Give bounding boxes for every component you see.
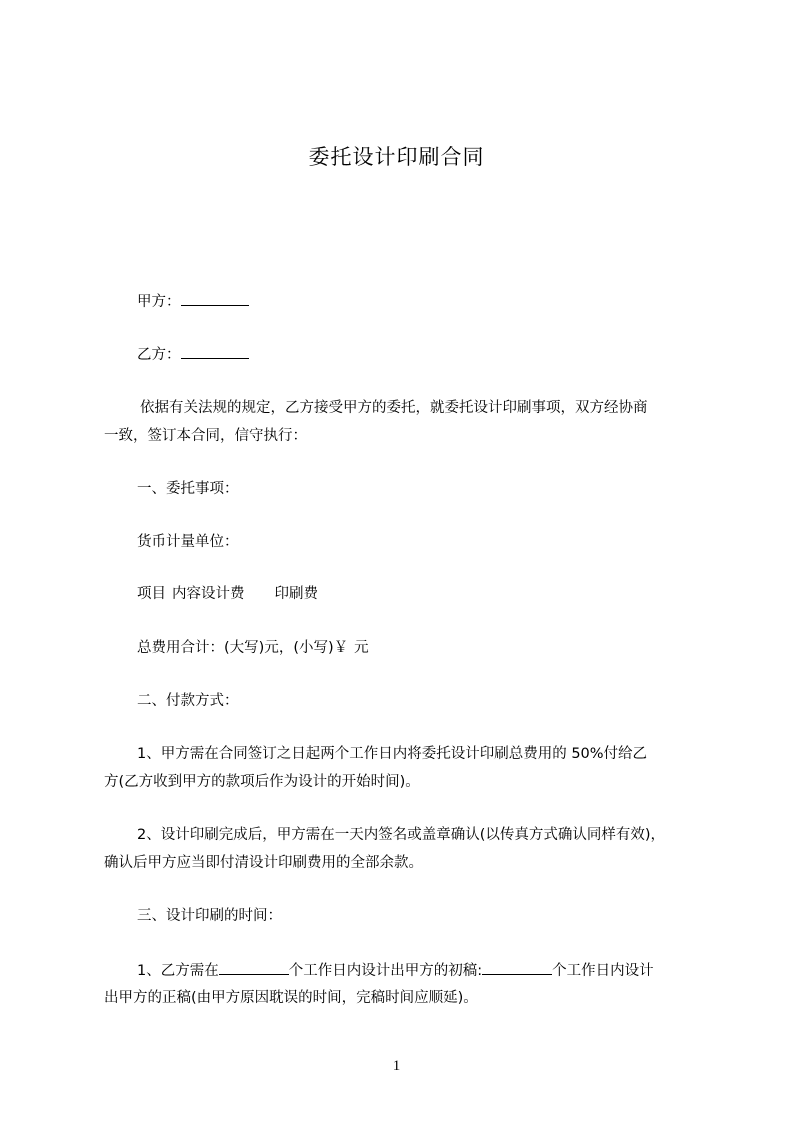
document-title: 委托设计印刷合同 xyxy=(308,145,485,169)
time-1-part-2: 个工作日内设计出甲方的初稿: xyxy=(288,963,483,979)
party-b-label: 乙方： xyxy=(137,347,181,363)
fee-table-header xyxy=(104,584,737,604)
payment-2-line-1: 2、设计印刷完成后，甲方需在一天内签名或盖章确认(以传真方式确认同样有效)， xyxy=(137,827,666,843)
time-1-line-2: 出甲方的正稿(由甲方原因耽误的时间，完稿时间应顺延)。 xyxy=(104,990,478,1006)
intro-line-2: 一致，签订本合同，信守执行： xyxy=(104,428,307,444)
time-1-part-1: 1、乙方需在 xyxy=(137,963,219,979)
time-1-part-3: 个工作日内设计 xyxy=(552,963,654,979)
section-2-heading: 二、付款方式： xyxy=(137,693,239,709)
payment-1-line-1: 1、甲方需在合同签订之日起两个工作日内将委托设计印刷总费用的 50%付给乙 xyxy=(137,746,648,762)
page-number: 1 xyxy=(392,1058,401,1074)
section-1-heading: 一、委托事项： xyxy=(137,481,239,497)
party-a-line xyxy=(104,291,737,312)
payment-1-line-2: 方(乙方收到甲方的款项后作为设计的开始时间)。 xyxy=(104,774,420,790)
party-a-label: 甲方： xyxy=(137,294,181,310)
time-1-line-1 xyxy=(104,960,737,981)
total-label: 总费用合计：(大写)元，(小写)￥ xyxy=(137,640,349,656)
payment-2-line-2: 确认后甲方应当即付清设计印刷费用的全部余款。 xyxy=(104,855,423,871)
party-b-blank[interactable] xyxy=(181,344,249,359)
draft-days-blank[interactable] xyxy=(219,960,289,975)
final-days-blank[interactable] xyxy=(482,960,552,975)
total-fee-line xyxy=(104,638,737,658)
table-header-item: 项目 xyxy=(137,586,166,602)
currency-unit-line: 货币计量单位： xyxy=(137,534,239,550)
intro-line-1: 依据有关法规的规定，乙方接受甲方的委托，就委托设计印刷事项，双方经协商 xyxy=(140,400,648,416)
total-suffix: 元 xyxy=(354,640,369,656)
table-header-design: 内容设计费 xyxy=(172,586,245,602)
party-a-blank[interactable] xyxy=(181,291,249,306)
party-b-line xyxy=(104,344,737,365)
table-header-print: 印刷费 xyxy=(274,586,318,602)
section-3-heading: 三、设计印刷的时间： xyxy=(137,908,282,924)
